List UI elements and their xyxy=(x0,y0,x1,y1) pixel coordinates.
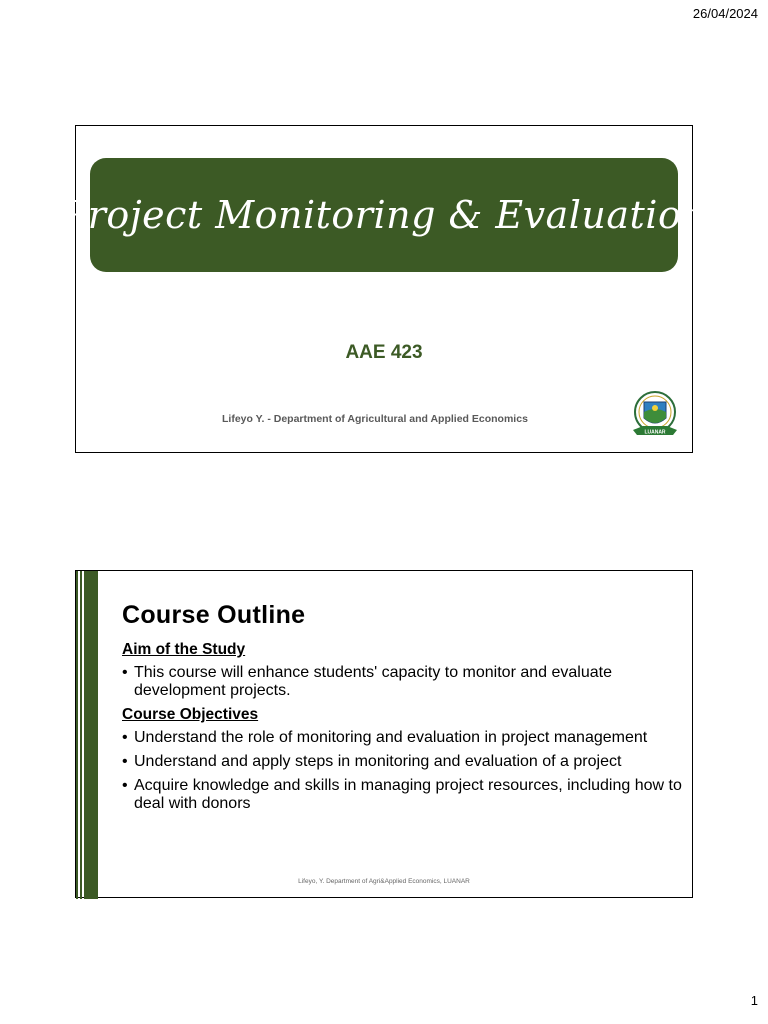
bullet-item: • Understand the role of monitoring and evaluation in project management xyxy=(122,729,682,747)
slide-title: Project Monitoring & Evaluation xyxy=(61,193,707,237)
author-line: Lifeyo Y. - Department of Agricultural and Applied Economics xyxy=(222,413,528,425)
luanar-crest-icon xyxy=(629,388,681,444)
page-number: 1 xyxy=(750,993,758,1008)
page-date: 26/04/2024 xyxy=(692,6,758,21)
side-bar-decoration xyxy=(76,571,98,899)
section-heading-aim: Aim of the Study xyxy=(122,641,246,658)
section-heading-objectives: Course Objectives xyxy=(122,706,259,723)
bullet-item: • Acquire knowledge and skills in managing project resources, including how to deal with donors xyxy=(122,777,682,813)
slide-content xyxy=(122,641,682,819)
title-slide xyxy=(61,125,707,453)
slide-heading: Course Outline xyxy=(122,601,306,629)
bullet-item: • Understand and apply steps in monitoring and evaluation of a project xyxy=(122,753,682,771)
slide-footer: Lifeyo, Y. Department of Agri&Applied Economics, LUANAR xyxy=(298,878,470,885)
bullet-item: • This course will enhance students' capacity to monitor and evaluate development projects. xyxy=(122,664,682,700)
course-code: AAE 423 xyxy=(345,342,423,363)
logo-banner-text: LUANAR xyxy=(644,429,666,436)
title-banner xyxy=(61,158,707,272)
course-outline-slide xyxy=(75,570,693,898)
